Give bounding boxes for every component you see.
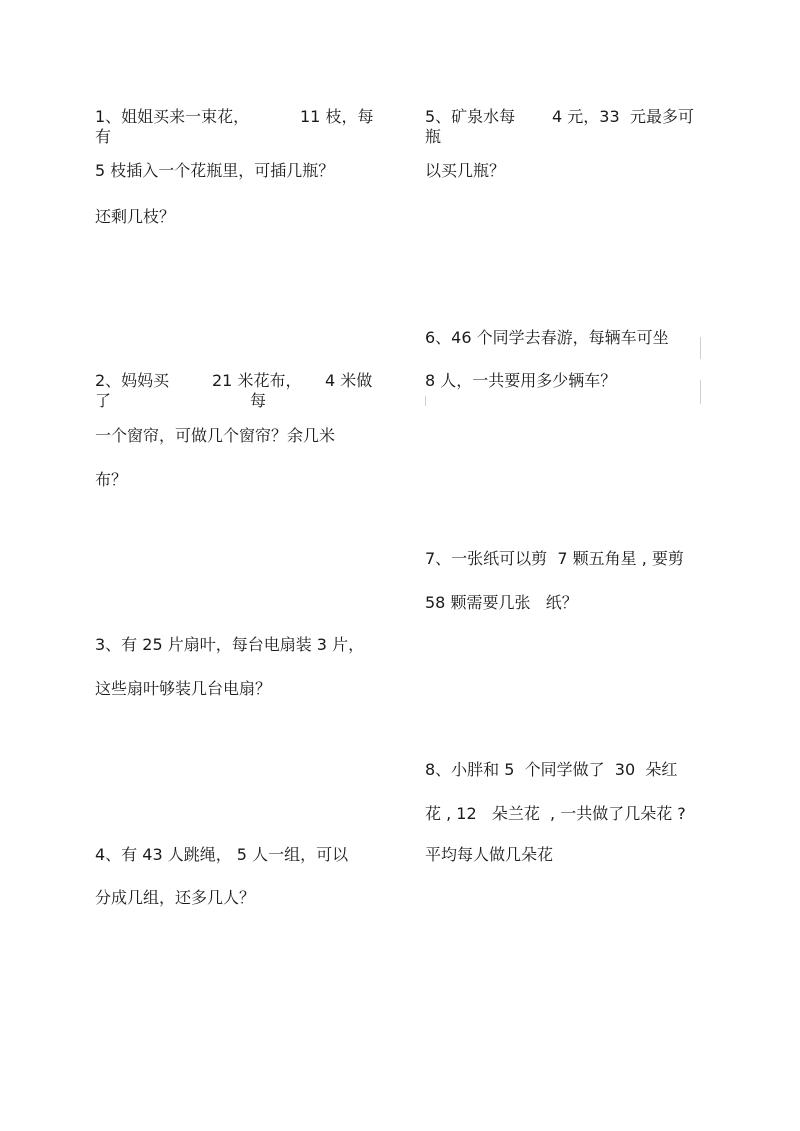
scan-mark-left-lower bbox=[425, 396, 426, 406]
q2-line1-part-d: 了 bbox=[95, 391, 112, 410]
q3-line2: 这些扇叶够装几台电扇？ bbox=[95, 679, 272, 698]
q1-line1-part-a: 1、姐姐买来一束花， bbox=[95, 107, 250, 126]
q1-line1-part-c: 有 bbox=[95, 127, 112, 146]
q2-line2: 一个窗帘，可做几个窗帘？余几米 bbox=[95, 426, 336, 445]
q3-line1: 3、有 25 片扇叶，每台电扇装 3 片， bbox=[95, 635, 365, 654]
q5-line1-part-b: 4 元，33 bbox=[552, 107, 620, 126]
scan-mark-right-lower bbox=[700, 380, 701, 404]
q4-line2: 分成几组，还多几人？ bbox=[95, 888, 256, 907]
q7-line1: 7、一张纸可以剪 7 颗五角星 , 要剪 bbox=[425, 549, 684, 568]
q4-line1: 4、有 43 人跳绳， 5 人一组，可以 bbox=[95, 845, 349, 864]
q6-line2: 8 人，一共要用多少辆车？ bbox=[425, 371, 617, 390]
q8-line1: 8、小胖和 5 个同学做了 30 朵红 bbox=[425, 760, 678, 779]
q2-line1-part-c: 4 米做 bbox=[325, 371, 373, 390]
q2-line3: 布？ bbox=[95, 470, 128, 489]
q1-line1-part-b: 11 枝，每 bbox=[300, 107, 374, 126]
q7-line2: 58 颗需要几张 纸？ bbox=[425, 593, 578, 612]
q5-line1-part-a: 5、矿泉水每 bbox=[425, 107, 516, 126]
q5-line1-part-d: 瓶 bbox=[425, 127, 442, 146]
q5-line2: 以买几瓶？ bbox=[425, 161, 506, 180]
q2-line1-part-a: 2、妈妈买 bbox=[95, 371, 170, 390]
q8-line3: 平均每人做几朵花 bbox=[425, 845, 554, 864]
q2-line1-part-e: 每 bbox=[250, 391, 267, 410]
q5-line1-part-c: 元最多可 bbox=[630, 107, 695, 126]
q1-line3: 还剩几枝？ bbox=[95, 207, 176, 226]
q2-line1-part-b: 21 米花布， bbox=[212, 371, 302, 390]
q1-line2: 5 枝插入一个花瓶里，可插几瓶？ bbox=[95, 161, 335, 180]
q8-line2: 花 , 12 朵兰花 , 一共做了几朵花 ? bbox=[425, 804, 686, 823]
scan-mark-right-upper bbox=[700, 337, 701, 359]
q6-line1: 6、46 个同学去春游，每辆车可坐 bbox=[425, 328, 669, 347]
